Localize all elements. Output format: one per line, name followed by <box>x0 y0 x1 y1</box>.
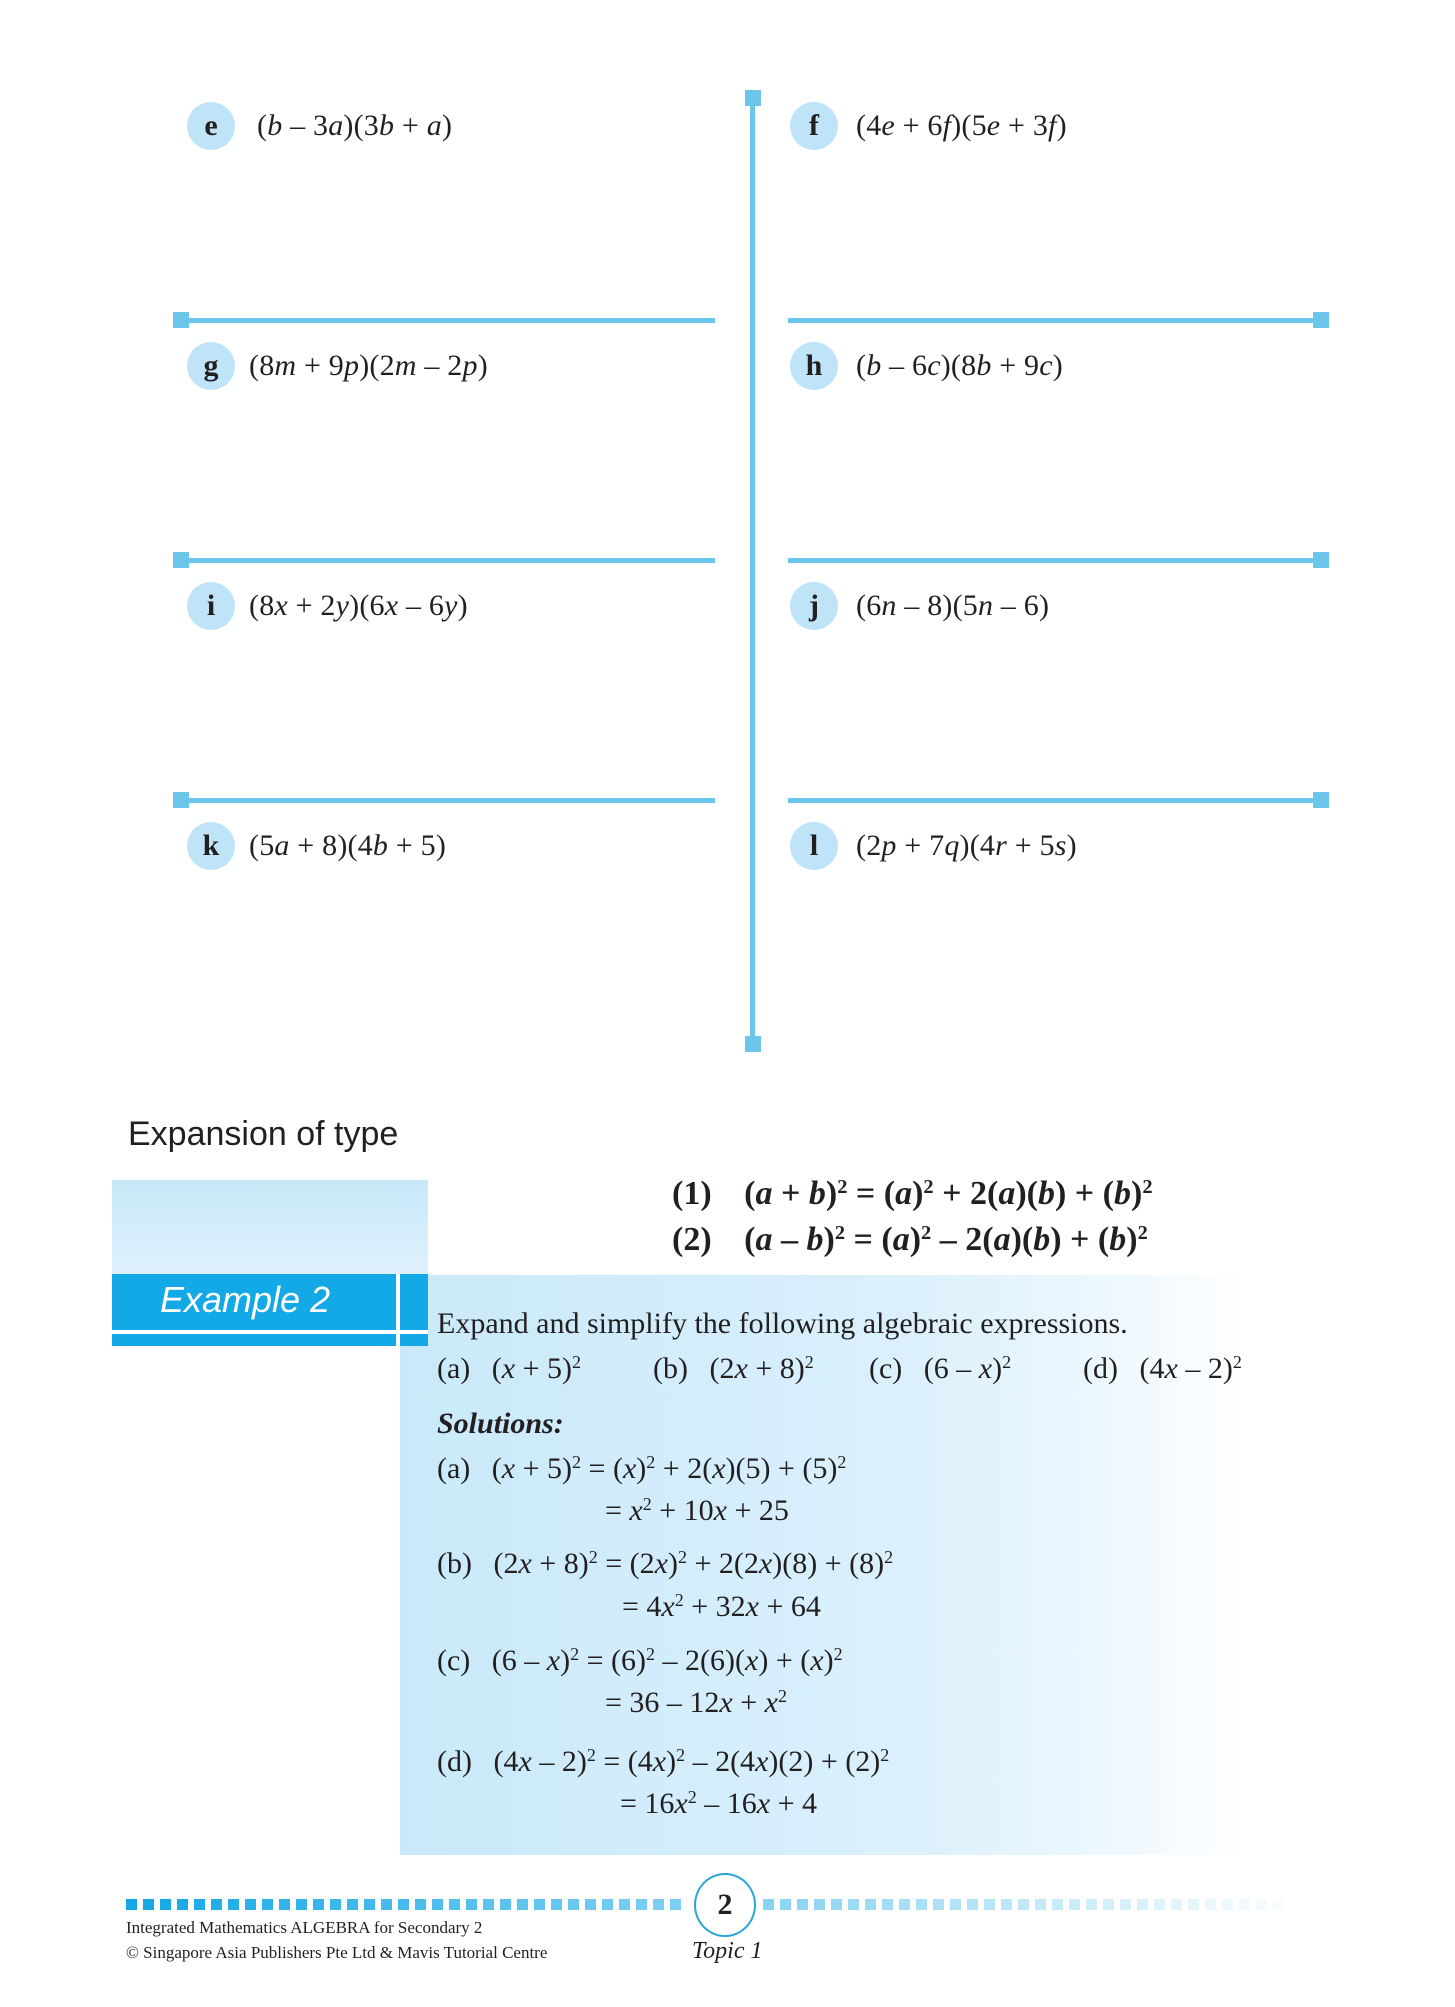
exercise-label-badge: f <box>790 102 838 150</box>
footer-dot <box>381 1899 392 1910</box>
footer-dot <box>313 1899 324 1910</box>
footer-dot <box>882 1899 893 1910</box>
rule-left-3 <box>175 798 715 803</box>
footer-dot <box>1018 1899 1029 1910</box>
footer-dot <box>194 1899 205 1910</box>
topic-label: Topic 1 <box>692 1938 763 1964</box>
footer-dot <box>279 1899 290 1910</box>
copyright: © Singapore Asia Publishers Pte Ltd & Mavis Tutorial Centre <box>126 1943 548 1962</box>
footer-dot <box>619 1899 630 1910</box>
decorative-panel <box>112 1180 428 1275</box>
footer-dot <box>933 1899 944 1910</box>
question-label: (d) <box>1083 1352 1118 1385</box>
rule-left-1 <box>175 318 715 323</box>
solution-step: $(x + 5)^2 = (x)^2 + 2(x)(5) + (5)^2$ <box>491 1452 847 1485</box>
rule-cap <box>173 312 189 328</box>
footer-dots-left <box>126 1899 681 1910</box>
divider-cap-top <box>745 90 761 106</box>
footer-dot <box>177 1899 188 1910</box>
rule-cap <box>173 792 189 808</box>
footer-dot <box>1120 1899 1131 1910</box>
footer-dot <box>1069 1899 1080 1910</box>
footer-dot <box>296 1899 307 1910</box>
book-title: Integrated Mathematics ALGEBRA for Secondary 2 <box>126 1918 483 1937</box>
footer-dots-right <box>763 1899 1284 1910</box>
question-b <box>653 1352 814 1386</box>
exercise-l <box>790 822 1077 870</box>
solution-b-line1 <box>437 1547 893 1581</box>
footer-dot <box>1154 1899 1165 1910</box>
divider-cap-bottom <box>745 1036 761 1052</box>
footer-dot <box>432 1899 443 1910</box>
footer-dot <box>814 1899 825 1910</box>
exercise-label-badge: g <box>187 342 235 390</box>
rule-cap <box>1313 552 1329 568</box>
solutions-heading: Solutions: <box>437 1407 564 1440</box>
footer-dot <box>1001 1899 1012 1910</box>
footer-dot <box>500 1899 511 1910</box>
question-expression: $(x + 5)^2$ <box>491 1352 582 1385</box>
question-expression: $(2x + 8)^2$ <box>709 1352 814 1385</box>
footer-dot <box>160 1899 171 1910</box>
rule-cap <box>1313 792 1329 808</box>
footer-dot <box>899 1899 910 1910</box>
footer-dot <box>950 1899 961 1910</box>
question-label: (b) <box>653 1352 688 1385</box>
footer-dot <box>653 1899 664 1910</box>
footer-dot <box>228 1899 239 1910</box>
footer-dot <box>967 1899 978 1910</box>
solution-d-line2: = $16x^2 - 16x + 4$ <box>620 1787 817 1820</box>
center-divider <box>750 98 755 1046</box>
rule-cap <box>1313 312 1329 328</box>
example-instruction: Expand and simplify the following algebraic expressions. <box>437 1307 1128 1340</box>
solution-step: $(6 - x)^2 = (6)^2 - 2(6)(x) + (x)^2$ <box>491 1644 843 1677</box>
exercise-h <box>790 342 1063 390</box>
footer-dot <box>797 1899 808 1910</box>
footer-dot <box>568 1899 579 1910</box>
question-a <box>437 1352 581 1386</box>
footer-dot <box>636 1899 647 1910</box>
exercise-expression: (6n – 8)(5n – 6) <box>856 589 1050 622</box>
exercise-i <box>187 582 468 630</box>
solution-c-line2: = $36 - 12x + x^2$ <box>605 1686 787 1719</box>
exercise-label-badge: e <box>187 102 235 150</box>
footer-dot <box>831 1899 842 1910</box>
page-number: 2 <box>694 1873 756 1937</box>
footer-dot <box>466 1899 477 1910</box>
footer-dot <box>398 1899 409 1910</box>
example-title: Example 2 <box>160 1279 331 1320</box>
footer-dot <box>602 1899 613 1910</box>
solution-c-line1 <box>437 1644 843 1678</box>
footer-dot <box>551 1899 562 1910</box>
exercise-e <box>187 102 452 150</box>
exercise-expression: (b – 6c)(8b + 9c) <box>856 349 1063 382</box>
footer-dot <box>415 1899 426 1910</box>
question-expression: (4x – 2)$^2$ <box>1139 1352 1242 1385</box>
footer-dot <box>865 1899 876 1910</box>
footer-dot <box>330 1899 341 1910</box>
footer-dot <box>1086 1899 1097 1910</box>
solution-a-line1 <box>437 1452 846 1486</box>
identity-2 <box>672 1221 1148 1259</box>
solution-step: $(4x - 2)^2 = (4x)^2 - 2(4x)(2) + (2)^2$ <box>493 1745 890 1778</box>
rule-right-1 <box>788 318 1328 323</box>
section-heading: Expansion of type <box>128 1115 399 1153</box>
footer-dot <box>449 1899 460 1910</box>
question-expression: (6 – x)$^2$ <box>923 1352 1012 1385</box>
footer-dot <box>1103 1899 1114 1910</box>
exercise-k <box>187 822 446 870</box>
footer-dot <box>262 1899 273 1910</box>
exercise-j <box>790 582 1049 630</box>
solution-label: (a) <box>437 1452 471 1485</box>
footer-dot <box>780 1899 791 1910</box>
footer-dot <box>984 1899 995 1910</box>
footer-dot <box>517 1899 528 1910</box>
solution-label: (b) <box>437 1547 472 1580</box>
footer-dot <box>1171 1899 1182 1910</box>
footer-dot <box>670 1899 681 1910</box>
footer-dot <box>1188 1899 1199 1910</box>
solution-a-line2: = $x^2 + 10x + 25$ <box>605 1494 789 1527</box>
exercise-f <box>790 102 1067 150</box>
exercise-label-badge: h <box>790 342 838 390</box>
rule-right-2 <box>788 558 1328 563</box>
example-title-underline <box>112 1330 428 1334</box>
exercise-label-badge: j <box>790 582 838 630</box>
exercise-label-badge: i <box>187 582 235 630</box>
footer-dot <box>126 1899 137 1910</box>
exercise-label-badge: k <box>187 822 235 870</box>
rule-right-3 <box>788 798 1328 803</box>
example-title-bar-tab <box>400 1274 428 1346</box>
solution-d-line1 <box>437 1745 889 1779</box>
identity-number: (2) <box>672 1221 712 1258</box>
footer-dot <box>483 1899 494 1910</box>
exercise-expression: (5a + 8)(4b + 5) <box>249 829 447 862</box>
solution-b-line2: = $4x^2 + 32x + 64$ <box>622 1590 821 1623</box>
exercise-label-badge: l <box>790 822 838 870</box>
exercise-expression: (8x + 2y)(6x – 6y) <box>249 589 468 622</box>
solution-step: $(2x + 8)^2 = (2x)^2 + 2(2x)(8) + (8)^2$ <box>493 1547 894 1580</box>
footer-dot <box>347 1899 358 1910</box>
exercise-expression: (2p + 7q)(4r + 5s) <box>856 829 1077 862</box>
identity-formula: $(a + b)^2 = (a)^2 + 2(a)(b) + (b)^2$ <box>744 1175 1153 1212</box>
footer-dot <box>916 1899 927 1910</box>
footer-dot <box>585 1899 596 1910</box>
exercise-g <box>187 342 488 390</box>
solution-label: (c) <box>437 1644 471 1677</box>
footer-dot <box>763 1899 774 1910</box>
question-label: (a) <box>437 1352 471 1385</box>
footer-dot <box>1222 1899 1233 1910</box>
exercise-expression: (4e + 6f)(5e + 3f) <box>856 109 1067 142</box>
identity-formula: $(a - b)^2 = (a)^2 - 2(a)(b) + (b)^2$ <box>744 1221 1148 1258</box>
footer-dot <box>1035 1899 1046 1910</box>
footer-dot <box>1273 1899 1284 1910</box>
question-c <box>869 1352 1011 1386</box>
exercise-expression: (8m + 9p)(2m – 2p) <box>249 349 488 382</box>
example-title-separator <box>396 1274 400 1346</box>
footer-dot <box>1205 1899 1216 1910</box>
rule-cap <box>173 552 189 568</box>
solution-label: (d) <box>437 1745 472 1778</box>
exercise-expression: (b – 3a)(3b + a) <box>257 109 453 142</box>
footer-dot <box>1137 1899 1148 1910</box>
footer-dot <box>534 1899 545 1910</box>
footer-dot <box>245 1899 256 1910</box>
footer-dot <box>1052 1899 1063 1910</box>
footer-dot <box>1239 1899 1250 1910</box>
identity-1 <box>672 1175 1153 1213</box>
question-d <box>1083 1352 1242 1386</box>
footer-dot <box>848 1899 859 1910</box>
footer-dot <box>364 1899 375 1910</box>
footer-dot <box>1256 1899 1267 1910</box>
footer-dot <box>143 1899 154 1910</box>
identity-number: (1) <box>672 1175 712 1212</box>
question-label: (c) <box>869 1352 903 1385</box>
footer-dot <box>211 1899 222 1910</box>
rule-left-2 <box>175 558 715 563</box>
